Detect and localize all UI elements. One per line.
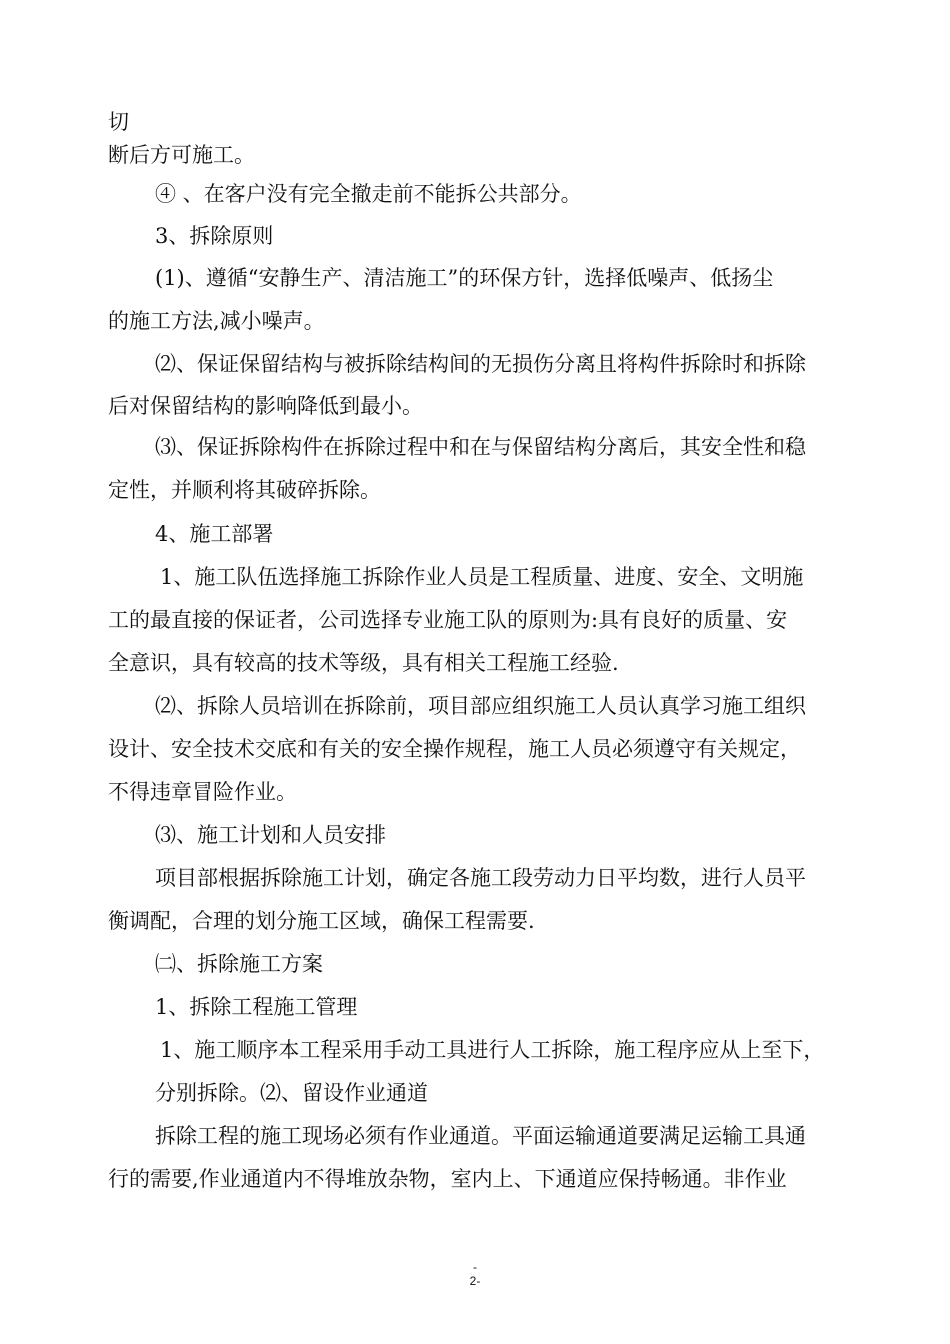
section-heading: 1、拆除工程施工管理 bbox=[155, 995, 358, 1019]
text-line: 行的需要,作业通道内不得堆放杂物，室内上、下通道应保持畅通。非作业 bbox=[108, 1167, 787, 1191]
text-line: 后对保留结构的影响降低到最小。 bbox=[108, 394, 423, 418]
text-line: 断后方可施工。 bbox=[108, 143, 255, 167]
text-line: 拆除工程的施工现场必须有作业通道。平面运输通道要满足运输工具通 bbox=[155, 1124, 806, 1148]
text-line: ④ 、在客户没有完全撤走前不能拆公共部分。 bbox=[155, 182, 582, 206]
section-heading: ㈡、拆除施工方案 bbox=[155, 952, 323, 976]
section-heading: 4、施工部署 bbox=[155, 522, 274, 546]
text-line: 分别拆除。⑵、留设作业通道 bbox=[155, 1081, 428, 1105]
page-footer-dash: - bbox=[473, 1260, 477, 1274]
text-line: ⑵、保证保留结构与被拆除结构间的无损伤分离且将构件拆除时和拆除 bbox=[155, 352, 806, 376]
text-line: 全意识，具有较高的技术等级，具有相关工程施工经验. bbox=[108, 651, 619, 675]
text-line: 1、施工队伍选择施工拆除作业人员是工程质量、进度、安全、文明施 bbox=[160, 565, 804, 589]
text-line: 不得违章冒险作业。 bbox=[108, 780, 297, 804]
text-line: ⑶、保证拆除构件在拆除过程中和在与保留结构分离后，其安全性和稳 bbox=[155, 435, 806, 459]
page-number: 2- bbox=[469, 1274, 481, 1288]
section-heading: 3、拆除原则 bbox=[155, 224, 274, 248]
text-line: 切 bbox=[108, 110, 129, 134]
section-heading: ⑶、施工计划和人员安排 bbox=[155, 823, 386, 847]
text-line: 的施工方法,减小噪声。 bbox=[108, 309, 325, 333]
text-line: 项目部根据拆除施工计划，确定各施工段劳动力日平均数，进行人员平 bbox=[155, 866, 806, 890]
text-line: 工的最直接的保证者，公司选择专业施工队的原则为:具有良好的质量、安 bbox=[108, 608, 788, 632]
text-line: ⑵、拆除人员培训在拆除前，项目部应组织施工人员认真学习施工组织 bbox=[155, 694, 806, 718]
text-line: 设计、安全技术交底和有关的安全操作规程，施工人员必须遵守有关规定， bbox=[108, 737, 801, 761]
text-line: 定性，并顺利将其破碎拆除。 bbox=[108, 478, 381, 502]
text-line: 衡调配，合理的划分施工区域，确保工程需要. bbox=[108, 909, 535, 933]
text-line: 1、施工顺序本工程采用手动工具进行人工拆除，施工程序应从上至下， bbox=[160, 1038, 825, 1062]
text-line: (1)、遵循“安静生产、清洁施工”的环保方针，选择低噪声、低扬尘 bbox=[155, 266, 774, 290]
